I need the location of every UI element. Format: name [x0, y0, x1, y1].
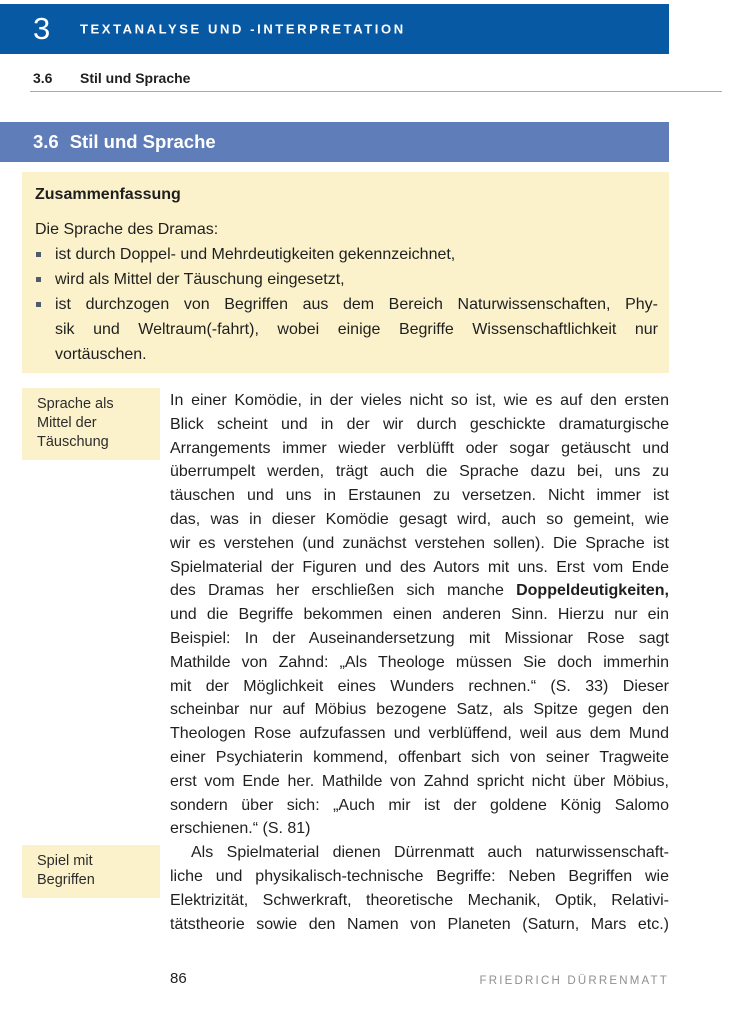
- subsection-number: 3.6: [33, 70, 53, 86]
- summary-bullet-text: [55, 292, 658, 367]
- header-rule: [30, 91, 722, 92]
- text-span: erschienen.“ (S. 81): [170, 820, 311, 838]
- text-span: und die Begriffe bekommen einen anderen Sinn. Hierzu nur ein: [170, 606, 669, 624]
- text-line: [170, 460, 669, 484]
- text-line: [37, 414, 156, 433]
- summary-bullet-text: [55, 242, 658, 267]
- text-span: täuschen und uns in Erstaunen zu versetzen. Nicht immer ist: [170, 487, 669, 505]
- text-span: Begriffen: [37, 872, 95, 888]
- text-line: [170, 389, 669, 413]
- text-line: [170, 770, 669, 794]
- subsection-title: Stil und Sprache: [80, 70, 191, 86]
- footer-book-title: FRIEDRICH DÜRRENMATT: [479, 975, 669, 987]
- text-line: [170, 913, 669, 937]
- summary-bullet: [35, 292, 658, 367]
- chapter-number: 3: [33, 11, 51, 46]
- text-line: [170, 508, 669, 532]
- text-span: vortäuschen.: [55, 346, 147, 363]
- text-line: [37, 433, 156, 452]
- text-span: Theologen Rose aufzufassen und verblüffend, weil aus dem Mund: [170, 725, 669, 743]
- text-line: [170, 556, 669, 580]
- text-line: [170, 698, 669, 722]
- text-line: [55, 317, 658, 342]
- text-line: [37, 852, 156, 871]
- text-span: Mittel der: [37, 415, 97, 431]
- summary-intro: Die Sprache des Dramas:: [35, 221, 219, 238]
- text-line: [170, 865, 669, 889]
- chapter-title: TEXTANALYSE UND -INTERPRETATION: [80, 21, 406, 37]
- paragraph-1: [170, 389, 669, 841]
- bullet-square-icon: [36, 252, 41, 257]
- summary-box: [22, 172, 669, 373]
- bullet-square-icon: [36, 277, 41, 282]
- text-line: [55, 242, 658, 267]
- text-span: Blick scheint und in der wir durch geschickte dramaturgische: [170, 415, 669, 433]
- text-span: Spiel mit: [37, 853, 93, 869]
- section-banner-number: 3.6: [33, 131, 59, 152]
- text-span: sondern über sich: „Auch mir ist der goldene König Salomo: [170, 796, 669, 814]
- page-number: 86: [170, 970, 187, 987]
- text-span: tätstheorie sowie den Namen von Planeten (Saturn, Mars etc.): [170, 915, 669, 933]
- text-span: des Dramas her erschließen sich manche: [170, 582, 517, 600]
- text-span: Sprache als: [37, 396, 114, 412]
- text-line: [170, 722, 669, 746]
- text-span: erst vom Ende her. Mathilde von Zahnd spricht nicht über Möbius,: [170, 772, 669, 790]
- summary-bullet-list: [35, 242, 658, 367]
- margin-note-sprache-als-mittel: [22, 388, 160, 460]
- bold-term: Doppeldeutigkeiten,: [516, 582, 669, 600]
- text-span: Arrangements immer wieder verblüfft oder sogar getäuscht und: [170, 439, 669, 457]
- margin-note-spiel-mit-begriffen: [22, 845, 160, 898]
- chapter-header-bar: [0, 4, 669, 54]
- summary-heading: Zusammenfassung: [35, 186, 181, 203]
- text-line: [170, 746, 669, 770]
- text-line: [170, 817, 669, 841]
- text-span: sik und Weltraum(-fahrt), wobei einige Begriffe Wissenschaftlichkeit nur: [55, 321, 658, 338]
- paragraph-2: [170, 841, 669, 936]
- text-line: [170, 675, 669, 699]
- text-line: [170, 579, 669, 603]
- bullet-square-icon: [36, 302, 41, 307]
- text-line: [170, 532, 669, 556]
- body-text-column: [170, 389, 669, 936]
- text-span: ist durchzogen von Begriffen aus dem Bereich Naturwissenschaften, Phy-: [55, 296, 658, 313]
- section-banner-title: Stil und Sprache: [69, 131, 216, 152]
- text-span: ist durch Doppel- und Mehrdeutigkeiten gekennzeichnet,: [55, 246, 456, 263]
- summary-bullet: [35, 242, 658, 267]
- text-span: wir es verstehen (und zunächst verstehen sollen). Die Sprache ist: [170, 534, 669, 552]
- text-span: Elektrizität, Schwerkraft, theoretische Mechanik, Optik, Relativi-: [170, 891, 669, 909]
- text-span: Als Spielmaterial dienen Dürrenmatt auch naturwissenschaft-: [191, 844, 669, 862]
- text-line: [170, 627, 669, 651]
- text-span: überrumpelt werden, trägt auch die Sprache dazu bei, uns zu: [170, 463, 669, 481]
- summary-bullet: [35, 267, 658, 292]
- section-banner: [0, 122, 669, 162]
- text-span: Beispiel: In der Auseinandersetzung mit Missionar Rose sagt: [170, 629, 669, 647]
- text-line: [55, 342, 658, 367]
- text-line: [170, 603, 669, 627]
- text-line: [170, 484, 669, 508]
- text-span: scheinbar nur auf Möbius bezogene Satz, als Spitze gegen den: [170, 701, 669, 719]
- text-span: wird als Mittel der Täuschung eingesetzt,: [55, 271, 345, 288]
- text-span: Täuschung: [37, 434, 109, 450]
- text-span: In einer Komödie, in der vieles nicht so ist, wie es auf den ersten: [170, 392, 669, 409]
- text-line: [170, 889, 669, 913]
- text-line: [37, 871, 156, 890]
- text-line: [37, 395, 156, 414]
- text-line: [170, 651, 669, 675]
- text-span: mit der Möglichkeit eines Wunders rechnen.“ (S. 33) Dieser: [170, 677, 669, 695]
- text-line: [170, 794, 669, 818]
- text-span: liche und physikalisch-technische Begriffe: Neben Begriffen wie: [170, 867, 669, 885]
- text-span: einer Psychiaterin kommend, offenbart sich von seiner Tragweite: [170, 748, 669, 766]
- summary-bullet-text: [55, 267, 658, 292]
- text-span: das, was in dieser Komödie gesagt wird, auch so gemeint, wie: [170, 510, 669, 528]
- text-line: [55, 292, 658, 317]
- text-line: [170, 413, 669, 437]
- text-span: Mathilde von Zahnd: „Als Theologe müssen Sie doch immerhin: [170, 653, 669, 671]
- text-line: [55, 267, 658, 292]
- text-span: Spielmaterial der Figuren und des Autors mit uns. Erst vom Ende: [170, 558, 669, 576]
- text-line: [170, 841, 669, 865]
- text-line: [170, 437, 669, 461]
